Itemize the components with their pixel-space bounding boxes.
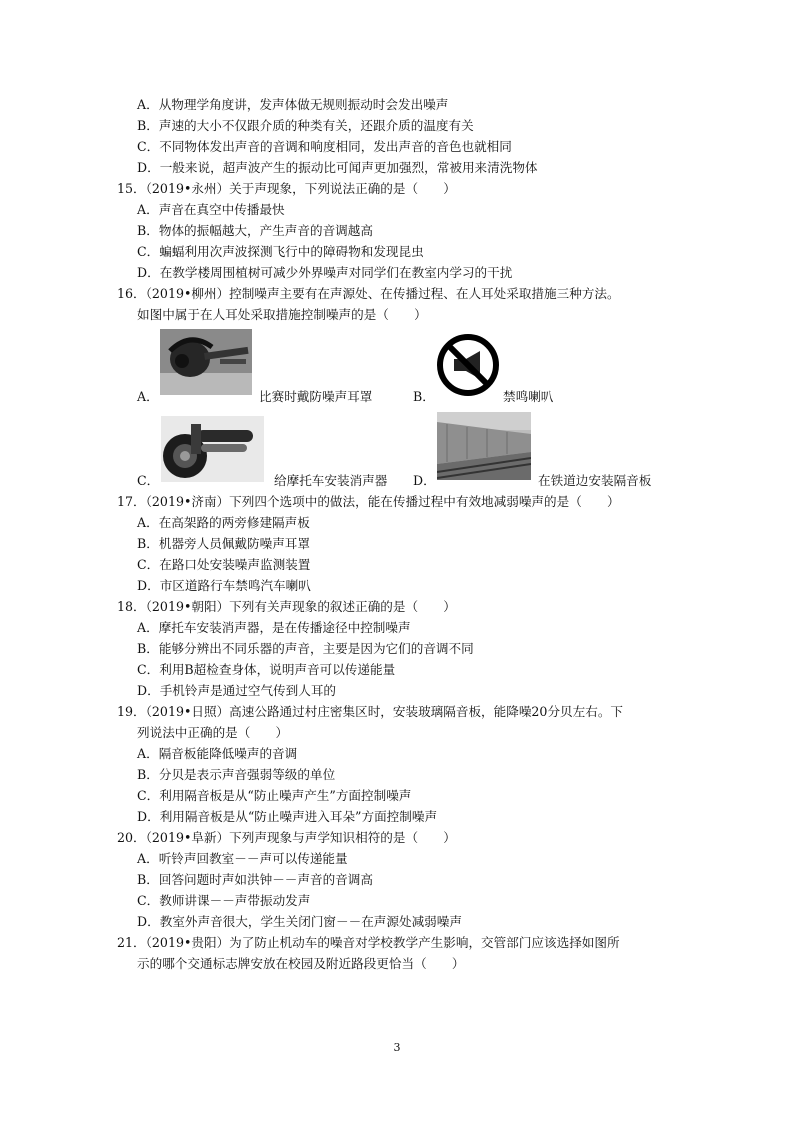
q17-option-b: B．机器旁人员佩戴防噪声耳罩 — [137, 536, 310, 551]
q20-option-d: D．教室外声音很大，学生关闭门窗－－在声源处减弱噪声 — [137, 914, 462, 929]
q18-stem: 18．（2019•朝阳）下列有关声现象的叙述正确的是（ ） — [117, 599, 456, 614]
q19-option-c: C．利用隔音板是从“防止噪声产生”方面控制噪声 — [137, 788, 412, 803]
q14-option-b: B．声速的大小不仅跟介质的种类有关，还跟介质的温度有关 — [137, 118, 474, 133]
q16-option-a-caption: 比赛时戴防噪声耳罩 — [259, 389, 373, 404]
q18-option-c: C．利用B超检查身体，说明声音可以传递能量 — [137, 662, 396, 677]
railway-barrier-photo — [437, 412, 531, 480]
q21-stem-line1: 21．（2019•贵阳）为了防止机动车的噪音对学校教学产生影响，交管部门应该选择如图所 — [117, 935, 620, 950]
q21-stem-line2: 示的哪个交通标志牌安放在校园及附近路段更恰当（ ） — [137, 956, 465, 971]
q19-option-b: B．分贝是表示声音强弱等级的单位 — [137, 767, 336, 782]
q15-option-d: D．在教学楼周围植树可减少外界噪声对同学们在教室内学习的干扰 — [137, 265, 513, 280]
earmuff-photo — [160, 329, 252, 395]
q20-option-a: A．听铃声回教室－－声可以传递能量 — [137, 851, 348, 866]
q17-stem: 17．（2019•济南）下列四个选项中的做法，能在传播过程中有效地减弱噪声的是（ ） — [117, 494, 620, 509]
q16-option-c-caption: 给摩托车安装消声器 — [274, 473, 388, 488]
q16-option-a-letter: A． — [137, 389, 159, 404]
q14-option-a: A．从物理学角度讲，发声体做无规则振动时会发出噪声 — [137, 97, 449, 112]
q20-stem: 20．（2019•阜新）下列声现象与声学知识相符的是（ ） — [117, 830, 456, 845]
q18-option-a: A．摩托车安装消声器，是在传播途径中控制噪声 — [137, 620, 411, 635]
q15-stem: 15．（2019•永州）关于声现象，下列说法正确的是（ ） — [117, 181, 456, 196]
q17-option-a: A．在高架路的两旁修建隔声板 — [137, 515, 310, 530]
q14-option-c: C．不同物体发出声音的音调和响度相同，发出声音的音色也就相同 — [137, 139, 512, 154]
q16-option-d-letter: D． — [413, 473, 436, 488]
q17-option-c: C．在路口处安装噪声监测装置 — [137, 557, 311, 572]
q19-option-a: A．隔音板能降低噪声的音调 — [137, 746, 298, 761]
q20-option-c: C．教师讲课－－声带振动发声 — [137, 893, 311, 908]
q19-option-d: D．利用隔音板是从“防止噪声进入耳朵”方面控制噪声 — [137, 809, 438, 824]
q16-option-b-letter: B． — [413, 389, 435, 404]
q19-stem-line2: 列说法中正确的是（ ） — [137, 725, 289, 740]
q16-option-b-caption: 禁鸣喇叭 — [503, 389, 554, 404]
q16-option-c-letter: C． — [137, 473, 160, 488]
q18-option-d: D．手机铃声是通过空气传到人耳的 — [137, 683, 337, 698]
q14-option-d: D．一般来说，超声波产生的振动比可闻声更加强烈，常被用来清洗物体 — [137, 160, 538, 175]
motorcycle-muffler-photo — [161, 416, 264, 482]
no-horn-sign-icon — [436, 333, 500, 397]
q20-option-b: B．回答问题时声如洪钟－－声音的音调高 — [137, 872, 373, 887]
q15-option-c: C．蝙蝠利用次声波探测飞行中的障碍物和发现昆虫 — [137, 244, 424, 259]
q15-option-b: B．物体的振幅越大，产生声音的音调越高 — [137, 223, 373, 238]
q17-option-d: D．市区道路行车禁鸣汽车喇叭 — [137, 578, 311, 593]
page-number: 3 — [393, 1041, 401, 1054]
q16-option-d-caption: 在铁道边安装隔音板 — [538, 473, 652, 488]
q19-stem-line1: 19．（2019•日照）高速公路通过村庄密集区时，安装玻璃隔音板，能降噪20分贝左右。下 — [117, 704, 624, 719]
q15-option-a: A．声音在真空中传播最快 — [137, 202, 285, 217]
q18-option-b: B．能够分辨出不同乐器的声音，主要是因为它们的音调不同 — [137, 641, 474, 656]
q16-stem-line1: 16．（2019•柳州）控制噪声主要有在声源处、在传播过程、在人耳处采取措施三种方法。 — [117, 286, 620, 301]
q16-stem-line2: 如图中属于在人耳处采取措施控制噪声的是（ ） — [137, 307, 427, 322]
